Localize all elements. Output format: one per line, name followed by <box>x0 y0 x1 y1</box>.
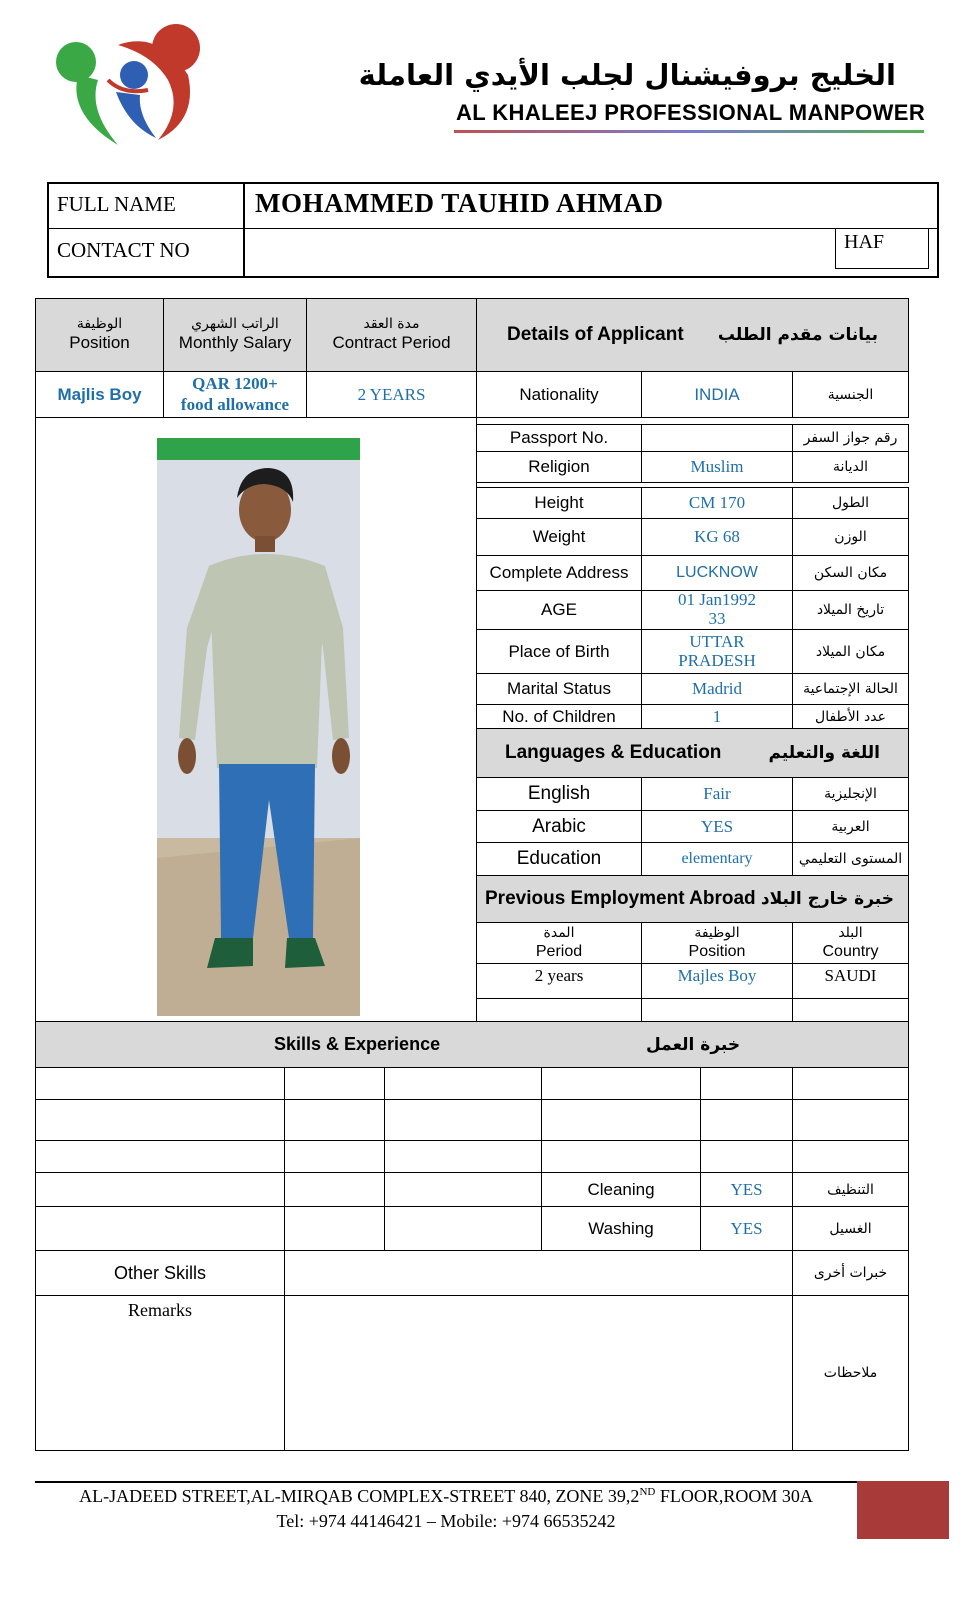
remarks-label-ar: ملاحظات <box>792 1295 909 1451</box>
arabic-value: YES <box>641 810 793 843</box>
name-contact-box <box>47 182 939 278</box>
employment-empty-cell <box>641 998 793 1022</box>
employment-header-ar: خبرة خارج البلاد <box>760 889 894 909</box>
age-value: 33 <box>708 609 726 628</box>
languages-header-ar: اللغة والتعليم <box>768 743 880 763</box>
skills-cell <box>792 1140 909 1173</box>
name-box-divider <box>243 184 245 276</box>
skills-cell <box>384 1206 542 1251</box>
passport-label: Passport No. <box>476 424 642 452</box>
marital-label: Marital Status <box>476 673 642 705</box>
header-divider <box>454 130 924 133</box>
period-col-header-ar: المدة <box>543 925 575 941</box>
full-name-label: FULL NAME <box>57 192 176 216</box>
languages-header-en: Languages & Education <box>505 742 722 763</box>
birthplace-label: Place of Birth <box>476 629 642 674</box>
birthplace-value-cell <box>641 629 793 674</box>
english-label: English <box>476 777 642 811</box>
cleaning-value: YES <box>700 1172 793 1207</box>
arabic-label-ar: العربية <box>792 810 909 843</box>
salary-header <box>163 298 307 372</box>
washing-label-ar: الغسيل <box>792 1206 909 1251</box>
contract-value: 2 YEARS <box>357 384 426 404</box>
salary-header-ar: الراتب الشهري <box>191 316 279 333</box>
skills-cell <box>35 1172 285 1207</box>
cleaning-label: Cleaning <box>541 1172 701 1207</box>
country-col-header-ar: البلد <box>838 925 863 941</box>
skills-header-ar: خبرة العمل <box>646 1034 741 1055</box>
salary-value-cell <box>163 371 307 418</box>
position-col-header-en: Position <box>688 942 746 960</box>
nationality-label: Nationality <box>476 371 642 418</box>
skills-cell <box>384 1067 542 1100</box>
children-label-ar: عدد الأطفال <box>792 704 909 729</box>
position-value-cell <box>35 371 164 418</box>
remarks-label: Remarks <box>35 1295 285 1451</box>
children-value: 1 <box>641 704 793 729</box>
skills-cell <box>541 1140 701 1173</box>
position-header-ar: الوظيفة <box>76 316 123 333</box>
position-col-header-ar: الوظيفة <box>694 925 740 941</box>
contact-label: CONTACT NO <box>57 238 190 262</box>
skills-cell <box>284 1140 385 1173</box>
religion-label-ar: الديانة <box>792 451 909 483</box>
position-header-en: Position <box>69 333 130 353</box>
languages-header <box>476 728 909 778</box>
nationality-value: INDIA <box>641 371 793 418</box>
footer-divider <box>35 1481 857 1483</box>
religion-label: Religion <box>476 451 642 483</box>
details-header <box>476 298 909 372</box>
company-name-english: AL KHALEEJ PROFESSIONAL MANPOWER <box>456 100 926 125</box>
position-header <box>35 298 164 372</box>
nationality-label-ar: الجنسية <box>792 371 909 418</box>
skills-cell <box>284 1206 385 1251</box>
address-label-ar: مكان السكن <box>792 555 909 591</box>
birthplace-value-line2: PRADESH <box>678 650 756 670</box>
footer-address-main: AL-JADEED STREET,AL-MIRQAB COMPLEX-STREET 840, ZONE 39,2 <box>79 1486 640 1506</box>
position-col-header <box>641 922 793 964</box>
skills-header <box>35 1021 909 1068</box>
footer-address-sup: ND <box>639 1486 656 1498</box>
employment-period: 2 years <box>476 963 642 999</box>
other-skills-label: Other Skills <box>35 1250 285 1296</box>
contract-header <box>306 298 477 372</box>
skills-cell <box>35 1099 285 1141</box>
skills-cell <box>35 1067 285 1100</box>
marital-value: Madrid <box>641 673 793 705</box>
weight-label: Weight <box>476 518 642 556</box>
contract-header-ar: مدة العقد <box>363 316 420 333</box>
arabic-label: Arabic <box>476 810 642 843</box>
passport-label-ar: رقم جواز السفر <box>792 424 909 452</box>
age-label: AGE <box>476 590 642 630</box>
dob-value: 01 Jan1992 <box>678 590 756 610</box>
period-col-header <box>476 922 642 964</box>
skills-cell <box>792 1067 909 1100</box>
education-label-ar: المستوى التعليمي <box>792 842 909 876</box>
skills-cell <box>792 1099 909 1141</box>
birthplace-label-ar: مكان الميلاد <box>792 629 909 674</box>
height-label: Height <box>476 487 642 519</box>
employment-empty-cell <box>792 998 909 1022</box>
footer-address <box>35 1486 857 1507</box>
skills-cell <box>700 1067 793 1100</box>
salary-value-line2: food allowance <box>180 394 290 414</box>
height-value: CM 170 <box>641 487 793 519</box>
employment-position: Majles Boy <box>641 963 793 999</box>
children-label: No. of Children <box>476 704 642 729</box>
age-value-cell <box>641 590 793 630</box>
other-skills-label-ar: خبرات أخرى <box>792 1250 909 1296</box>
address-label: Complete Address <box>476 555 642 591</box>
skills-cell <box>284 1067 385 1100</box>
weight-value: KG 68 <box>641 518 793 556</box>
skills-header-en: Skills & Experience <box>274 1034 441 1054</box>
birthplace-value-line1: UTTAR <box>689 631 745 651</box>
footer-address-tail: FLOOR,ROOM 30A <box>655 1486 813 1506</box>
other-skills-value <box>284 1250 793 1296</box>
remarks-value <box>284 1295 793 1451</box>
skills-cell <box>384 1099 542 1141</box>
age-label-ar: تاريخ الميلاد <box>792 590 909 630</box>
marital-label-ar: الحالة الإجتماعية <box>792 673 909 705</box>
english-value: Fair <box>641 777 793 811</box>
washing-value: YES <box>700 1206 793 1251</box>
contract-value-cell <box>306 371 477 418</box>
skills-cell <box>35 1206 285 1251</box>
education-label: Education <box>476 842 642 876</box>
details-header-en: Details of Applicant <box>507 324 684 345</box>
company-logo <box>48 20 208 150</box>
applicant-photo <box>157 438 360 1016</box>
height-label-ar: الطول <box>792 487 909 519</box>
position-value: Majlis Boy <box>57 384 142 404</box>
footer-telephone: Tel: +974 44146421 – Mobile: +974 66535242 <box>276 1511 616 1531</box>
skills-cell <box>700 1099 793 1141</box>
employment-header <box>476 875 909 923</box>
country-col-header-en: Country <box>822 942 879 960</box>
reference-code: HAF <box>835 228 929 269</box>
cleaning-label-ar: التنظيف <box>792 1172 909 1207</box>
full-name-value: MOHAMMED TAUHID AHMAD <box>255 188 664 218</box>
address-value: LUCKNOW <box>641 555 793 591</box>
skills-cell <box>384 1140 542 1173</box>
period-col-header-en: Period <box>535 942 583 960</box>
details-header-ar: بيانات مقدم الطلب <box>717 325 878 345</box>
skills-cell <box>35 1140 285 1173</box>
skills-cell <box>700 1140 793 1173</box>
country-col-header <box>792 922 909 964</box>
company-name-arabic: الخليج بروفيشنال لجلب الأيدي العاملة <box>358 58 896 92</box>
employment-header-en: Previous Employment Abroad <box>485 888 756 909</box>
employment-country: SAUDI <box>792 963 909 999</box>
salary-header-en: Monthly Salary <box>178 333 292 353</box>
passport-value <box>641 424 793 452</box>
skills-cell <box>284 1099 385 1141</box>
skills-cell <box>541 1099 701 1141</box>
weight-label-ar: الوزن <box>792 518 909 556</box>
washing-label: Washing <box>541 1206 701 1251</box>
education-value: elementary <box>641 842 793 876</box>
skills-cell <box>284 1172 385 1207</box>
skills-cell <box>541 1067 701 1100</box>
salary-value-line1: QAR 1200+ <box>192 374 278 394</box>
contract-header-en: Contract Period <box>332 333 451 353</box>
footer-color-block <box>857 1481 949 1539</box>
english-label-ar: الإنجليزية <box>792 777 909 811</box>
employment-empty-cell <box>476 998 642 1022</box>
religion-value: Muslim <box>641 451 793 483</box>
skills-cell <box>384 1172 542 1207</box>
